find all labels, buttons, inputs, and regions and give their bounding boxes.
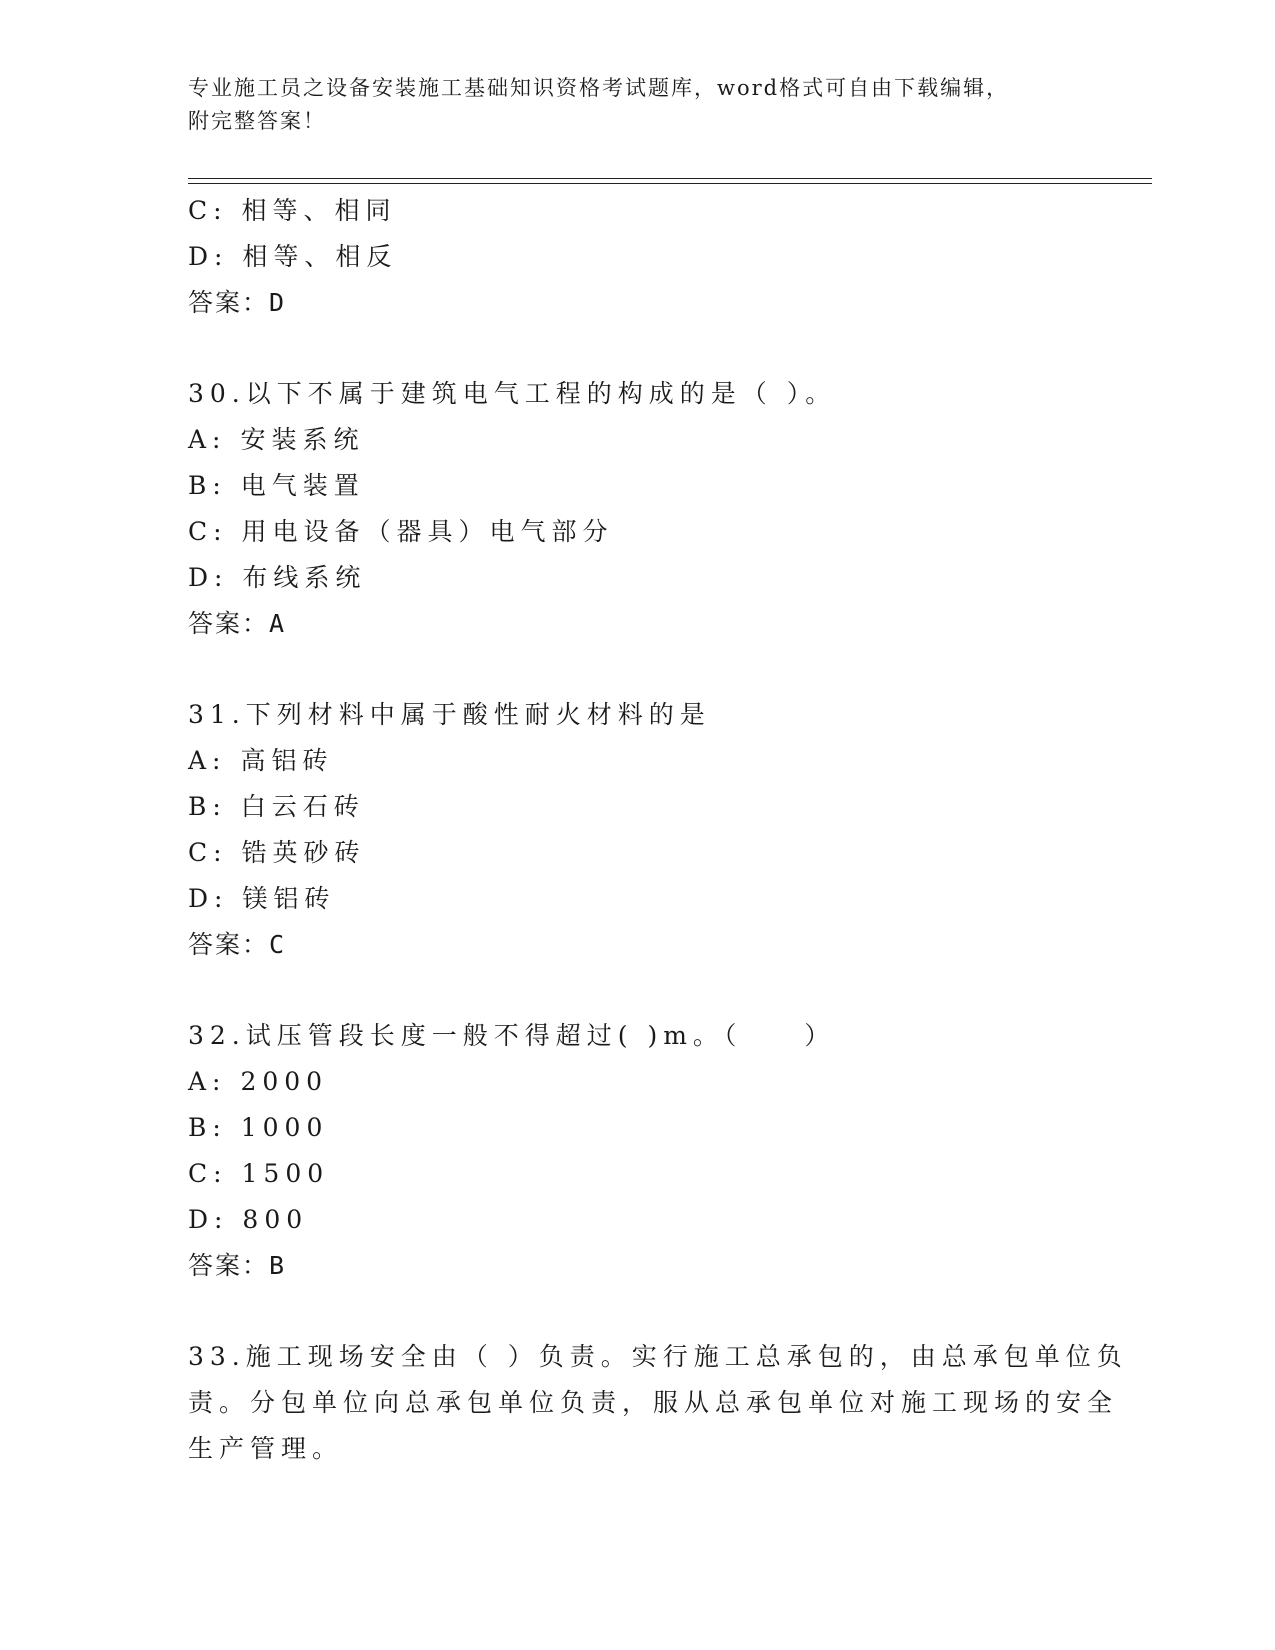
- question-32: [188, 1013, 1068, 1289]
- option-text: 电气装置: [240, 471, 365, 500]
- option-label: B:: [188, 792, 227, 821]
- option-d: [188, 234, 1068, 280]
- question-31: [188, 692, 1068, 968]
- option-label: D:: [188, 1205, 229, 1234]
- option-text: 1500: [241, 1159, 330, 1188]
- option-text: 1000: [240, 1113, 329, 1142]
- option-label: B:: [188, 471, 227, 500]
- option-b: [188, 463, 1068, 509]
- option-c: [188, 830, 1068, 876]
- option-a: [188, 417, 1068, 463]
- question-stem: 30.以下不属于建筑电气工程的构成的是（ ）。: [188, 379, 837, 408]
- question-33: [188, 1334, 1128, 1472]
- option-text: 布线系统: [242, 563, 367, 592]
- option-label: A:: [188, 1067, 227, 1096]
- option-text: 锆英砂砖: [241, 838, 366, 867]
- option-d: [188, 876, 1068, 922]
- option-b: [188, 1105, 1068, 1151]
- document-header: [188, 72, 1088, 138]
- option-c: [188, 509, 1068, 555]
- option-text: 800: [242, 1205, 309, 1234]
- question-stem: 32.试压管段长度一般不得超过( )m。（ ）: [188, 1021, 836, 1050]
- question-stem: 31.下列材料中属于酸性耐火材料的是: [188, 700, 711, 729]
- option-d: [188, 555, 1068, 601]
- option-label: A:: [188, 425, 227, 454]
- option-label: D:: [188, 242, 229, 271]
- option-text: 镁铝砖: [242, 884, 336, 913]
- answer-line: 答案：C: [188, 930, 287, 959]
- header-line-1: 专业施工员之设备安装施工基础知识资格考试题库，word格式可自由下载编辑，: [188, 76, 1010, 100]
- question-30: [188, 371, 1068, 647]
- option-text: 安装系统: [240, 425, 365, 454]
- option-c: [188, 1151, 1068, 1197]
- option-label: D:: [188, 884, 229, 913]
- option-label: A:: [188, 746, 227, 775]
- answer-line: 答案：A: [188, 609, 287, 638]
- option-label: C:: [188, 517, 228, 546]
- option-label: B:: [188, 1113, 227, 1142]
- answer-line: 答案：B: [188, 1251, 287, 1280]
- option-c: [188, 188, 1068, 234]
- question-29-continuation: [188, 188, 1068, 326]
- option-label: C:: [188, 196, 228, 225]
- option-b: [188, 784, 1068, 830]
- header-line-2: 附完整答案！: [188, 109, 326, 133]
- option-text: 相等、相同: [241, 196, 397, 225]
- option-text: 相等、相反: [242, 242, 398, 271]
- option-label: C:: [188, 1159, 228, 1188]
- option-label: D:: [188, 563, 229, 592]
- option-d: [188, 1197, 1068, 1243]
- answer-line: 答案：D: [188, 288, 287, 317]
- question-stem-line-3: 生产管理。: [188, 1434, 344, 1463]
- header-divider-bottom: [188, 183, 1152, 184]
- option-text: 高铝砖: [240, 746, 334, 775]
- option-label: C:: [188, 838, 228, 867]
- question-stem-line-1: 33.施工现场安全由（ ）负责。实行施工总承包的，由总承包单位负: [188, 1342, 1128, 1371]
- question-content: [188, 188, 1128, 1472]
- option-text: 用电设备（器具）电气部分: [241, 517, 614, 546]
- option-text: 白云石砖: [240, 792, 365, 821]
- option-a: [188, 738, 1068, 784]
- option-text: 2000: [240, 1067, 329, 1096]
- header-divider-top: [188, 178, 1152, 179]
- option-a: [188, 1059, 1068, 1105]
- question-stem-line-2: 责。分包单位向总承包单位负责，服从总承包单位对施工现场的安全: [188, 1388, 1119, 1417]
